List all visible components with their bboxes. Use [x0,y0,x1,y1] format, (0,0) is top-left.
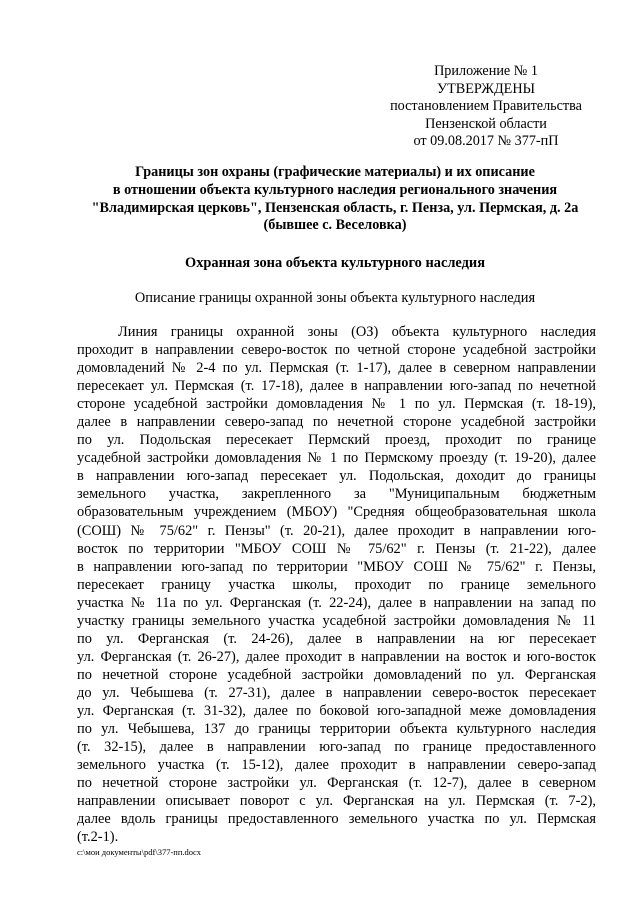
body-line: усадебной застройки домовладения № 1 по Пермскому проезду (т. 19-20), далее [77,450,596,467]
approval-block [380,63,592,151]
heading-line: Границы зон охраны (графические материалы) и их описание [135,164,535,180]
body-line: по ул. Чебышева, 137 до границы территории объекта культурного наследия [77,721,596,738]
approved-label: УТВЕРЖДЕНЫ [437,80,535,97]
body-line: образовательным учреждением (МБОУ) "Средняя общеобразовательная школа [77,504,596,521]
date-number-line: от 09.08.2017 № 377-пП [413,133,559,150]
body-line: (т. 32-15), далее в направлении юго-запад по границе предоставленного [77,739,596,756]
body-line: (СОШ) № 75/62" г. Пензы" (т. 20-21), далее проходит в направлении юго- [77,522,596,539]
body-line: далее вдоль границы предоставленного земельного участка по ул. Пермская [77,811,596,828]
body-line: ул. Ферганская (т. 26-27), далее проходит в направлении на восток и юго-восток [77,648,596,665]
file-path-footer: с:\мои документы\pdf\377-пп.docx [77,847,202,857]
body-line: по нечетной стороне застройки ул. Ферганская (т. 12-7), далее в северном [77,775,596,792]
body-line: участка № 11а по ул. Ферганская (т. 22-24), далее в направлении на запад по [77,594,596,611]
body-line: стороне усадебной застройки домовладения № 1 по ул. Пермская (т. 18-19), [77,396,596,413]
body-line: проходит в направлении северо-восток по четной стороне усадебной застройки [77,342,596,359]
body-line: до ул. Чебышева (т. 27-31), далее в направлении северо-восток пересекает [77,684,596,701]
body-line: пересекает границу участка школы, проходит по границе земельного [77,576,596,593]
zone-title: Охранная зона объекта культурного наследия [185,255,485,271]
body-line: по нечетной стороне усадебной застройки домовладений по ул. Ферганская [77,666,596,683]
body-line: далее в направлении северо-запад по нечетной стороне усадебной застройки [77,414,596,431]
heading-line: "Владимирская церковь", Пензенская область, г. Пенза, ул. Пермская, д. 2а [91,199,579,216]
body-line: направлении описывает поворот с ул. Ферганская на ул. Пермская (т. 7-2), [77,793,596,810]
body-line: земельного участка, закрепленного за "Муниципальным бюджетным [77,486,596,503]
body-line: по ул. Ферганская (т. 24-26), далее в направлении на юг пересекает [77,630,596,647]
body-line: пересекает ул. Пермская (т. 17-18), далее в направлении юго-запад по нечетной [77,378,596,395]
section-subtitle: Описание границы охранной зоны объекта культурного наследия [134,290,536,306]
body-line: домовладений № 2-4 по ул. Пермская (т. 1-17), далее в северном направлении [77,360,596,377]
body-line: ул. Ферганская (т. 31-32), далее по боковой юго-западной меже домовладения [77,702,596,719]
boundary-description [77,323,596,846]
region-line: Пензенской области [425,115,547,132]
body-line: земельного участка (т. 15-12), далее проходит в направлении северо-запад [77,757,596,774]
body-line: восток по территории "МБОУ СОШ № 75/62" г. Пензы (т. 21-22), далее [77,540,596,557]
body-line: в направлении юго-запад пересекает ул. Подольская, доходит до границы [77,468,596,485]
document-heading [60,164,610,235]
body-line: участку границы земельного участка усадебной застройки домовладения № 11 [77,612,596,629]
heading-line: в отношении объекта культурного наследия регионального значения [112,181,558,198]
appendix-number: Приложение № 1 [434,63,538,79]
body-line: в направлении юго-запад по территории "МБОУ СОШ № 75/62" г. Пензы, [77,558,596,575]
resolution-line: постановлением Правительства [390,98,582,115]
body-line: по ул. Подольская пересекает Пермский проезд, проходит по границе [77,432,596,449]
heading-line: (бывшее с. Веселовка) [263,217,407,234]
body-line: Линия границы охранной зоны (ОЗ) объекта культурного наследия [118,324,596,340]
body-line: (т.2-1). [77,829,119,846]
